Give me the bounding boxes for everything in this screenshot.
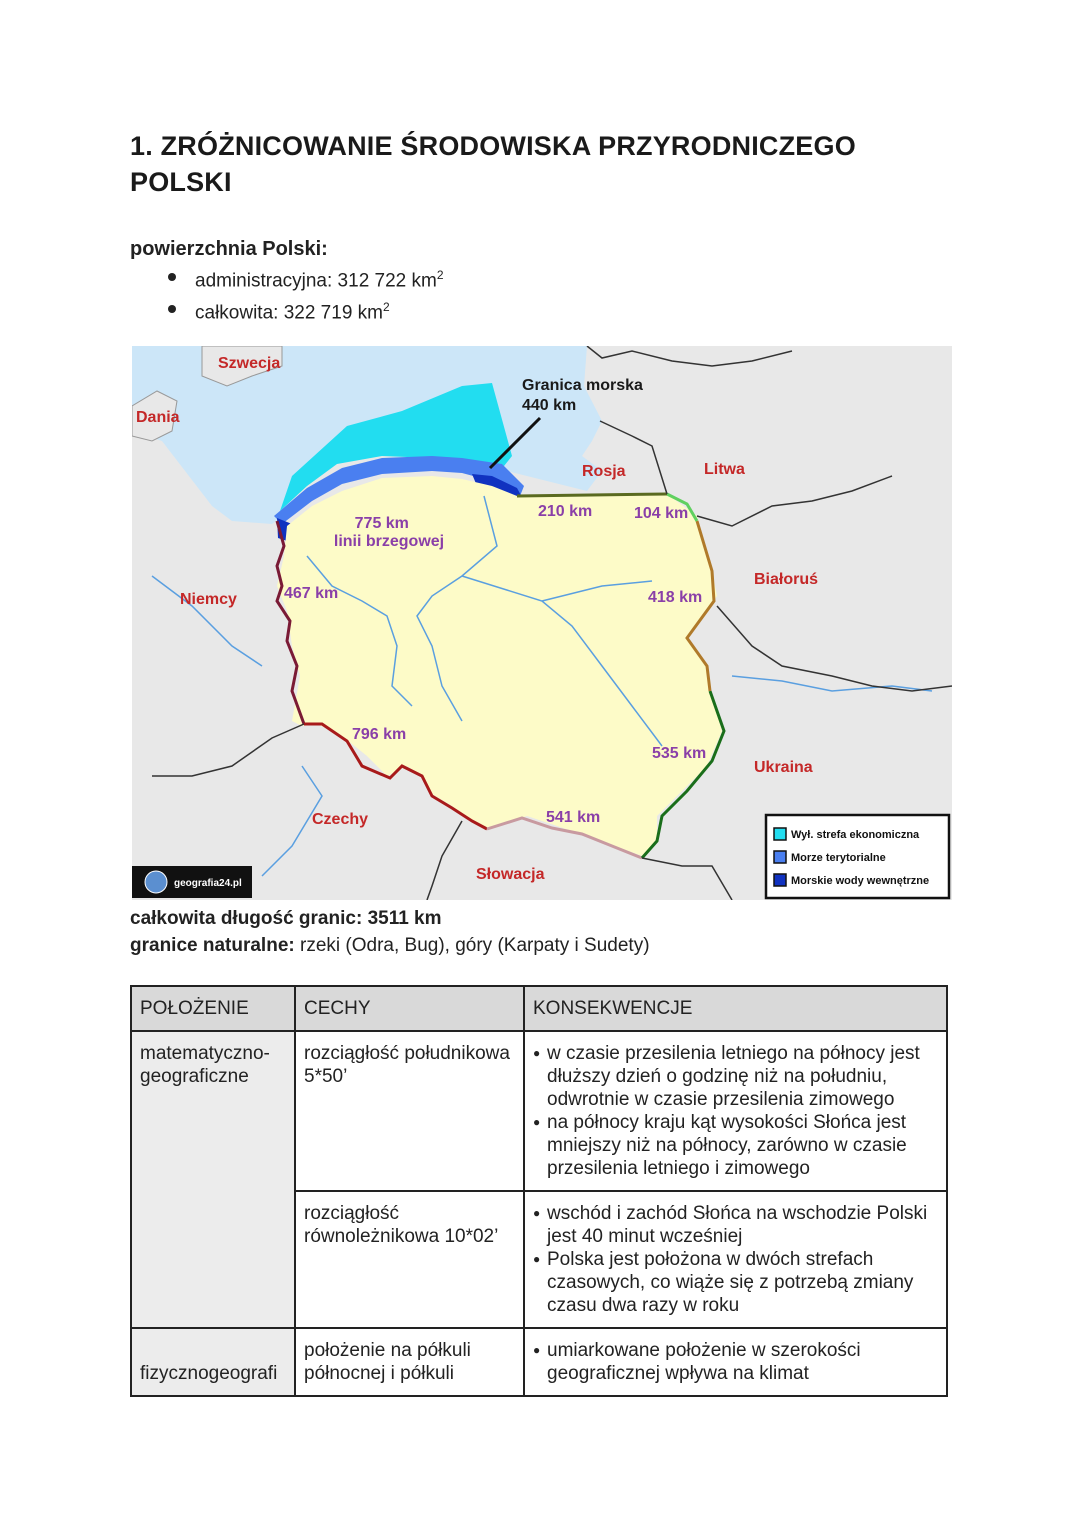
surface-item-administrative: administracyjna: 312 722 $km^2$ [162,262,444,294]
label-czechy: Czechy [312,811,369,828]
consequence-item: ● wschód i zachód Słońca na wschodzie Polski jest 40 minut wcześniej [533,1202,938,1248]
header-consequences: KONSEKWENCJE [524,986,947,1031]
label-border-belarus: 418 km [648,589,703,606]
consequence-item: ● Polska jest położona w dwóch strefach czasowych, co wiąże się z potrzebą zmiany czasu dwa razy w roku [533,1248,938,1317]
header-position: POŁOŻENIE [131,986,295,1031]
consequence-item: ● w czasie przesilenia letniego na północy jest dłuższy dzień o godzinę niż na południu, odwrotnie w czasie przesilenia zimowego [533,1042,938,1111]
cell-consequences [524,1031,947,1191]
total-border-line: całkowita długość granic: 3511 km [130,908,442,929]
label-niemcy: Niemcy [180,591,237,608]
surface-list [162,262,444,327]
consequence-item: ● na północy kraju kąt wysokości Słońca jest mniejszy niż na północy, zarówno w czasie przesilenia letniego i zimowego [533,1111,938,1180]
label-sea-border: Granica morska 440 km [522,377,643,414]
source-label: geografia24.pl [174,878,242,889]
cell-consequences [524,1191,947,1328]
cell-position: fizycznogeografi [131,1328,295,1396]
label-border-slovakia: 541 km [546,809,601,826]
label-slowacja: Słowacja [476,866,545,883]
table-header-row [131,986,947,1031]
cell-consequences [524,1328,947,1396]
legend-label-territorial: Morze terytorialne [791,852,886,864]
legend-label-internal: Morskie wody wewnętrzne [791,875,930,887]
globe-icon [145,871,167,893]
cell-position: matematyczno-geograficzne [131,1031,295,1328]
label-coastline: 775 km linii brzegowej [333,515,445,550]
label-szwecja: Szwecja [218,355,281,372]
legend-swatch-eez [774,828,786,840]
cell-feature: rozciągłość południkowa 5*50’ [295,1031,524,1191]
table-row [131,1031,947,1191]
label-litwa: Litwa [704,461,745,478]
poland-borders-map [132,346,952,900]
header-features: CECHY [295,986,524,1031]
label-border-russia: 210 km [538,503,593,520]
border-russia [517,494,667,496]
label-rosja: Rosja [582,463,626,480]
label-dania: Dania [136,409,180,426]
legend-label-eez: Wył. strefa ekonomiczna [791,829,920,841]
label-ukraina: Ukraina [754,759,813,776]
cell-feature: położenie na półkuli północnej i półkuli [295,1328,524,1396]
table-row [131,1328,947,1396]
legend-swatch-internal [774,874,786,886]
surface-item-total: całkowita: 322 719 $km^2$ [162,294,444,326]
label-border-germany: 467 km [284,585,339,602]
consequence-item: ● umiarkowane położenie w szerokości geograficznej wpływa na klimat [533,1339,938,1385]
natural-borders-line: granice naturalne: rzeki (Odra, Bug), góry (Karpaty i Sudety) [130,935,650,956]
label-border-czechia: 796 km [352,726,407,743]
legend-swatch-territorial [774,851,786,863]
cell-feature: rozciągłość równoleżnikowa 10*02’ [295,1191,524,1328]
label-border-ukraine: 535 km [652,745,707,762]
page-title: 1. ZRÓŻNICOWANIE ŚRODOWISKA PRZYRODNICZEGO POLSKI [130,131,856,197]
source-badge [132,866,252,898]
location-table [130,985,948,1397]
label-border-lithuania: 104 km [634,505,689,522]
surface-heading: powierzchnia Polski: [130,238,328,260]
map-legend [766,815,949,898]
label-bialorus: Białoruś [754,571,819,588]
